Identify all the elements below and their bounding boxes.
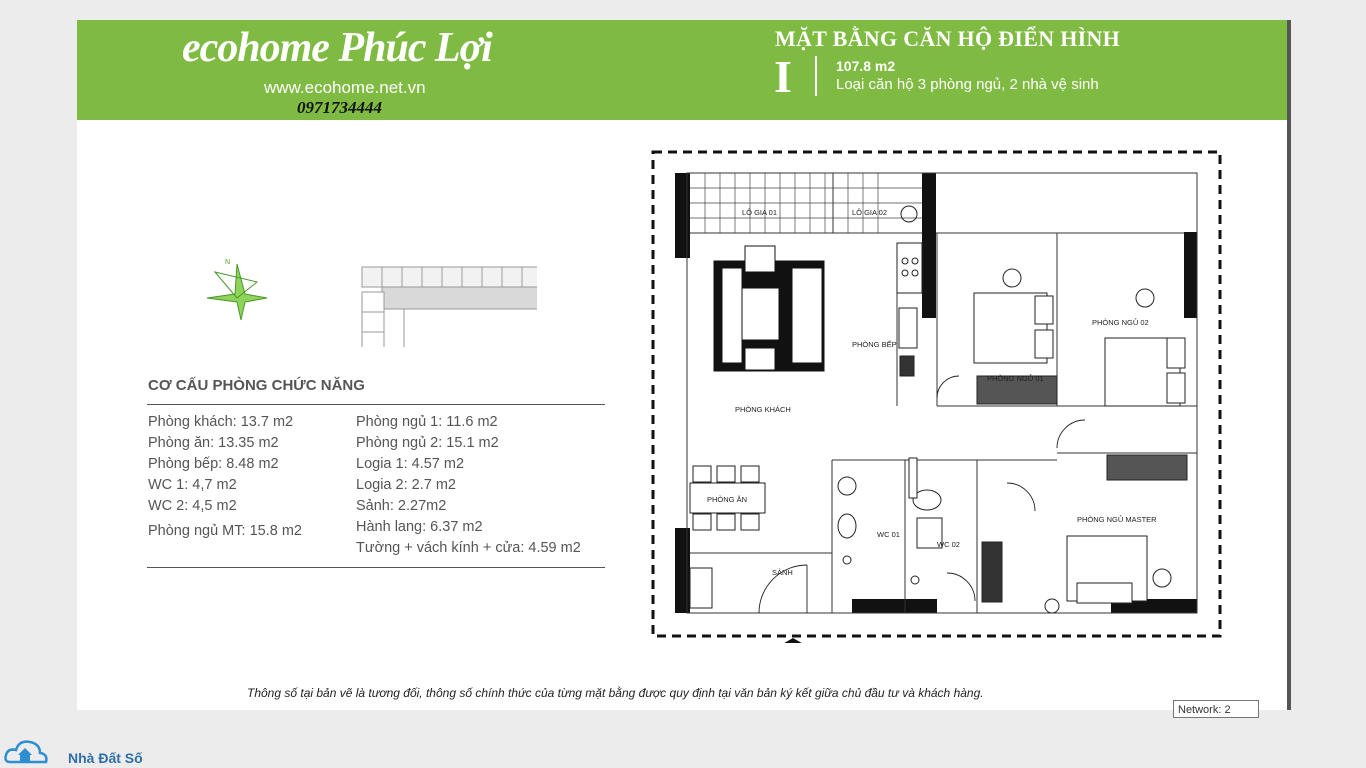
sheet-edge <box>1287 20 1291 710</box>
room-area-item: Logia 2: 2.7 m2 <box>356 477 456 493</box>
footer-brand[interactable]: Nhà Đất Số <box>68 750 143 766</box>
room-area-item: Phòng bếp: 8.48 m2 <box>148 456 279 472</box>
plan-type-letter: I <box>774 51 792 102</box>
room-area-item: Phòng ngủ 2: 15.1 m2 <box>356 435 499 451</box>
floor-plan-sheet <box>77 20 1287 710</box>
brand-logo: ecohome Phúc Lợi <box>182 25 492 71</box>
functions-bottom-rule <box>147 567 605 568</box>
room-area-item: Phòng khách: 13.7 m2 <box>148 414 294 430</box>
room-area-item: WC 2: 4,5 m2 <box>148 498 237 514</box>
building-block-diagram <box>362 267 537 347</box>
functions-heading: CƠ CẤU PHÒNG CHỨC NĂNG <box>148 377 365 394</box>
floor-plan-drawing <box>647 148 1227 643</box>
room-label-dining: PHÒNG ĂN <box>707 495 748 504</box>
room-label-living: PHÒNG KHÁCH <box>735 405 791 414</box>
room-area-item: Tường + vách kính + cửa: 4.59 m2 <box>356 540 581 556</box>
room-area-item: Sảnh: 2.27m2 <box>356 498 447 514</box>
svg-text:N: N <box>225 259 231 266</box>
room-area-item: Hành lang: 6.37 m2 <box>356 519 483 535</box>
key-plan <box>197 242 537 347</box>
functions-right-column <box>356 412 581 559</box>
room-label-master: PHÒNG NGỦ MASTER <box>1077 515 1157 524</box>
website-link[interactable]: www.ecohome.net.vn <box>264 78 426 97</box>
room-area-item: Phòng ăn: 13.35 m2 <box>148 435 279 451</box>
plan-title: MẶT BẰNG CĂN HỘ ĐIỂN HÌNH <box>775 26 1121 51</box>
room-label-kitchen: PHÒNG BẾP <box>852 340 897 349</box>
apartment-area: 107.8 m2 <box>836 58 896 74</box>
network-dropdown[interactable]: Network: 2 <box>1173 700 1259 718</box>
room-label-wc1: WC 01 <box>877 530 900 539</box>
phone-number: 0971734444 <box>297 98 382 117</box>
header-banner <box>77 20 1287 120</box>
room-label-lobby: SẢNH <box>772 568 793 577</box>
room-label-bedroom1: PHÒNG NGỦ 01 <box>987 374 1044 383</box>
functions-left-column <box>148 412 302 542</box>
room-area-item: WC 1: 4,7 m2 <box>148 477 237 493</box>
room-area-item: Phòng ngủ 1: 11.6 m2 <box>356 414 498 430</box>
room-label-logia2: LÔ GIA 02 <box>852 208 888 217</box>
disclaimer-note: Thông số tại bản vẽ là tương đối, thông số chính thức của từng mặt bằng được quy định tại văn bản ký kết giữa chủ đầu tư và khách hàng. <box>247 686 984 700</box>
room-label-logia1: LÔ GIA 01 <box>742 208 778 217</box>
room-label-wc2: WC 02 <box>937 540 960 549</box>
compass-icon <box>207 259 267 320</box>
room-area-item: Logia 1: 4.57 m2 <box>356 456 465 472</box>
apartment-description: Loại căn hộ 3 phòng ngủ, 2 nhà vệ sinh <box>836 76 1099 93</box>
functions-top-rule <box>147 404 605 405</box>
header-divider <box>815 56 817 96</box>
room-area-item: Phòng ngủ MT: 15.8 m2 <box>148 523 302 539</box>
room-label-bedroom2: PHÒNG NGỦ 02 <box>1092 318 1149 327</box>
